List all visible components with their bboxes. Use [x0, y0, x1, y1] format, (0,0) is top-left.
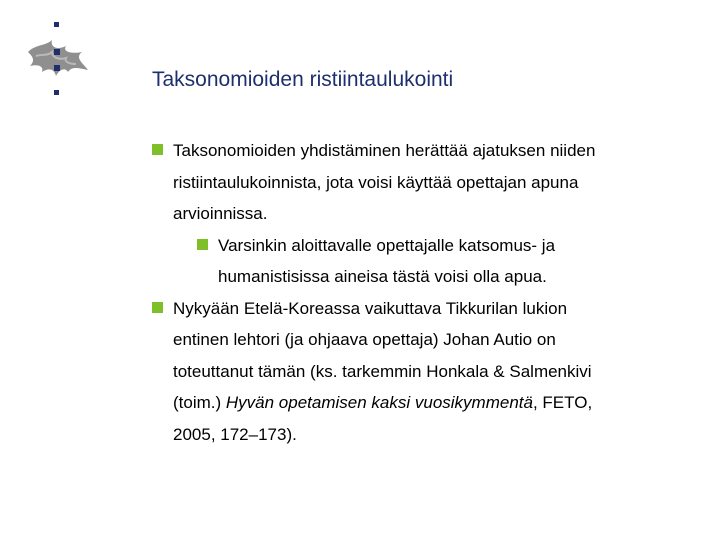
university-logo-icon	[22, 22, 92, 98]
sub-bullet-item-1	[152, 230, 702, 293]
slide-content	[152, 135, 702, 450]
sub-bullet-1-line-2: humanistisissa aineisa tästä voisi olla apua.	[218, 267, 547, 286]
book-title: Hyvän opetamisen kaksi vuosikymmentä	[225, 393, 533, 412]
green-square-bullet-icon	[152, 302, 163, 313]
slide-title: Taksonomioiden ristiintaulukointi	[152, 68, 454, 91]
bullet-1-line-3: arvioinnissa.	[173, 204, 268, 223]
green-square-bullet-icon	[152, 144, 163, 155]
citation-prefix: (toim.)	[173, 393, 226, 412]
bullet-item-2	[152, 293, 702, 451]
bullet-1-line-1: Taksonomioiden yhdistäminen herättää ajatuksen niiden	[173, 141, 596, 160]
bullet-2-line-5: 2005, 172–173).	[173, 424, 297, 444]
bullet-2-line-3: toteuttanut tämän (ks. tarkemmin Honkala & Salmenkivi	[173, 361, 592, 381]
bullet-1-line-2: ristiintaulukoinnista, jota voisi käyttää opettajan apuna	[173, 172, 579, 192]
green-square-bullet-icon	[197, 239, 208, 250]
bullet-2-line-1: Nykyään Etelä-Koreassa vaikuttava Tikkurilan lukion	[173, 298, 568, 318]
citation-suffix: , FETO,	[532, 393, 593, 412]
bullet-2-line-2: entinen lehtori (ja ohjaava opettaja) Johan Autio on	[173, 330, 556, 349]
bullet-item-1	[152, 135, 702, 230]
bullet-2-line-4	[173, 387, 702, 419]
sub-bullet-1-line-1: Varsinkin aloittavalle opettajalle katsomus- ja	[218, 235, 556, 255]
